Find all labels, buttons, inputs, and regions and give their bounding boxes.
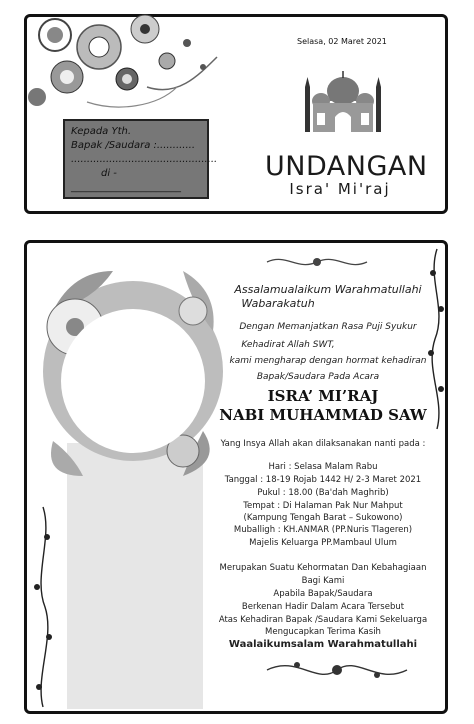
closing-line-6: Mengucapkan Terima Kasih	[265, 627, 381, 637]
detail-assembly: Majelis Keluarga PP.Mambaul Ulum	[249, 538, 397, 548]
detail-day: Hari : Selasa Malam Rabu	[268, 462, 378, 472]
detail-place: Tempat : Di Halaman Pak Nur Mahput	[243, 501, 403, 511]
recipient-location: di -	[101, 168, 117, 179]
invitation-card	[24, 240, 448, 714]
closing-line-2: Bagi Kami	[301, 576, 345, 586]
greeting-line-1: Assalamualaikum Warahmatullahi	[234, 283, 422, 296]
detail-speaker: Muballigh : KH.ANMAR (PP.Nuris Tlageren)	[233, 525, 413, 535]
event-subtitle: NABI MUHAMMAD SAW	[219, 406, 427, 424]
recipient-greeting: Kepada Yth.	[71, 126, 132, 137]
floral-ornament	[27, 17, 227, 117]
detail-time: Pukul : 18.00 (Ba'dah Maghrib)	[257, 488, 389, 498]
event-title: ISRA’ MI’RAJ	[267, 387, 379, 405]
schedule-lead: Yang Insya Allah akan dilaksanakan nanti pada :	[220, 439, 426, 449]
intro-line-3: kami mengharap dengan hormat kehadiran	[229, 356, 427, 366]
detail-place-area: (Kampung Tengah Barat – Sukowono)	[243, 513, 403, 523]
intro-line-4: Bapak/Saudara Pada Acara	[256, 372, 380, 382]
closing-line-4: Berkenan Hadir Dalam Acara Tersebut	[241, 602, 405, 612]
closing-line-1: Merupakan Suatu Kehormatan Dan Kebahagiaan	[219, 563, 427, 573]
mosque-icon	[293, 69, 393, 139]
vine-ornament-left	[31, 507, 55, 707]
page-title: UNDANGAN	[265, 151, 428, 182]
page-subtitle: Isra' Mi'raj	[289, 180, 391, 198]
floral-frame	[33, 251, 223, 481]
detail-date: Tanggal : 18-19 Rojab 1442 H/ 2-3 Maret 2021	[224, 475, 422, 485]
bottom-ornament	[267, 655, 407, 685]
farewell: Waalaikumsalam Warahmatullahi	[228, 639, 418, 650]
recipient-underline: ______________________	[71, 182, 181, 193]
closing-line-5: Atas Kehadiran Bapak /Saudara Kami Sekeluarga	[218, 615, 428, 625]
intro-line-2: Kehadirat Allah SWT,	[241, 340, 335, 350]
side-panel	[67, 443, 203, 709]
cover-card	[24, 14, 448, 214]
recipient-box	[63, 119, 218, 199]
invitation-date: Selasa, 02 Maret 2021	[297, 37, 387, 46]
closing-line-3: Apabila Bapak/Saudara	[273, 589, 373, 599]
intro-line-1: Dengan Memanjatkan Rasa Puji Syukur	[239, 322, 417, 332]
divider-ornament	[267, 253, 367, 271]
recipient-dots: ..............................................	[71, 154, 218, 165]
recipient-name-field: Bapak /Saudara :............	[71, 140, 196, 151]
greeting-line-2: Wabarakatuh	[241, 297, 315, 310]
